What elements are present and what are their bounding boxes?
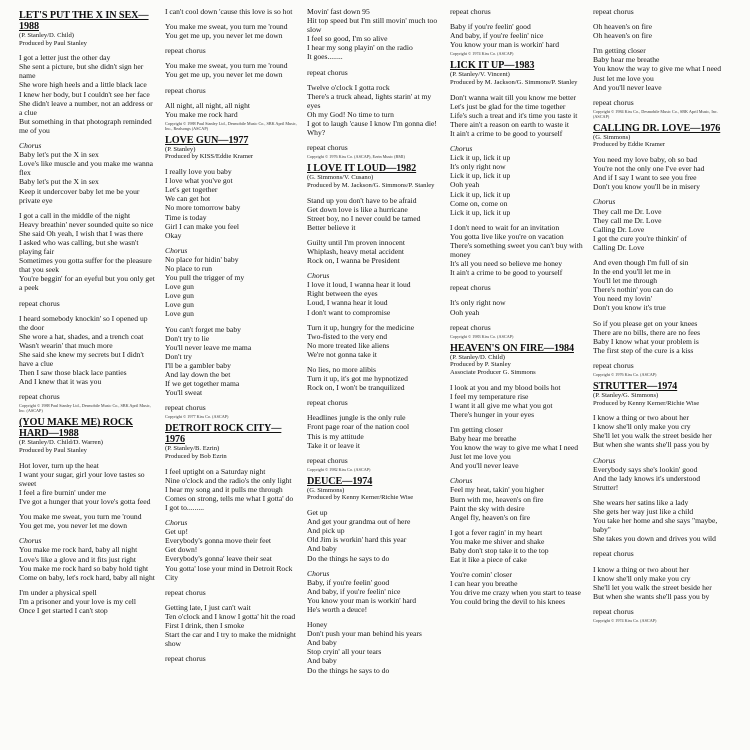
lyric-line: Paint the sky with desire <box>450 503 525 513</box>
song-title: (YOU MAKE ME) ROCK HARD—1988 <box>19 417 133 440</box>
lyric-line: repeat chorus <box>165 85 206 95</box>
lyric-line: She sent a picture, but she didn't sign her name <box>19 62 144 81</box>
lyric-line: Calling Dr. Love <box>593 224 645 234</box>
lyric-line: So if you please get on your knees <box>593 318 698 328</box>
column-4 <box>450 7 586 607</box>
lyric-line: Oh my God! No time to turn <box>307 109 394 119</box>
lyric-line: I got a call in the middle of the night <box>19 210 131 220</box>
lyric-line: repeat chorus <box>450 322 491 332</box>
lyric-line: Street boy, no I never could be tamed <box>307 213 421 223</box>
lyric-line: It's only right now <box>450 298 506 308</box>
copyright-notice: Copyright © 1976 Kiss Co. (ASCAP) <box>593 372 657 377</box>
lyric-line: Hot lover, turn up the heat <box>19 460 99 470</box>
lyric-line: There ain't a reason on earth to waste it <box>450 119 570 129</box>
column-1 <box>19 7 155 615</box>
lyric-line: repeat chorus <box>165 403 206 413</box>
lyric-line: I can hear you breathe <box>450 579 518 589</box>
lyric-line: You know the way to give me what I need <box>450 443 579 453</box>
lyric-line: No lies, no more alibis <box>307 365 376 374</box>
song-credit: (P. Stanley/G. Simmons) <box>593 392 659 399</box>
lyric-line: I don't need to wait for an invitation <box>450 222 560 232</box>
lyric-line: Take it or leave it <box>307 440 361 450</box>
lyric-line: Just let me love you <box>593 73 654 83</box>
song-title: STRUTTER—1974 <box>593 381 678 392</box>
song-credit: Produced by Eddie Kramer <box>593 141 665 149</box>
lyric-line: Get up! <box>165 527 188 537</box>
lyric-line: Guilty until I'm proven innocent <box>307 237 405 247</box>
lyric-line: It ain't a crime to be good to yourself <box>450 128 563 138</box>
lyric-line: I can't cool down 'cause this love is so hot <box>165 7 293 16</box>
song-credit: (P. Stanley/V. Vincent) <box>450 71 510 79</box>
lyric-line: Ooh yeah <box>450 180 480 190</box>
lyric-line: Ten o'clock and I know I gotta' hit the road <box>165 611 296 621</box>
section-label: Chorus <box>19 141 42 151</box>
lyric-line: I want your sugar, girl your love tastes so sweet <box>19 469 145 488</box>
lyric-line: Life's such a treat and it's time you taste it <box>450 110 578 120</box>
lyric-line: In the end you'll let me in <box>593 267 671 277</box>
lyric-line: There's something sweet you can't buy with money <box>450 240 583 260</box>
song-title: DETROIT ROCK CITY—1976 <box>165 423 282 446</box>
lyric-line: I know a thing or two about her <box>593 413 689 423</box>
lyric-line: But when she wants she'll pass you by <box>593 440 710 450</box>
lyric-line: Burn with me, heaven's on fire <box>450 494 544 504</box>
lyric-line: Love gun <box>165 291 194 301</box>
lyric-line: And baby <box>307 638 337 648</box>
lyric-line: Sometimes you gotta suffer for the pleasure that you seek <box>19 256 152 275</box>
song-credit: Produced by M. Jackson/G. Simmons/P. Stanley <box>307 181 435 189</box>
section-label: Chorus <box>450 144 473 154</box>
lyric-line: You could bring the devil to his knees <box>450 597 566 607</box>
song-credit: Produced by Paul Stanley <box>19 447 87 455</box>
lyric-line: You'll let me through <box>593 276 658 286</box>
lyric-line: And the lady knows it's understood <box>593 473 701 483</box>
lyric-line: You get me up, you never let me down <box>165 31 283 41</box>
lyric-line: I got a fever ragin' in my heart <box>450 527 543 537</box>
lyric-line: repeat chorus <box>165 654 206 664</box>
lyric-line: I got to......... <box>165 502 205 512</box>
lyric-line: Love gun <box>165 309 194 319</box>
lyric-line: Old Jim is workin' hard this year <box>307 535 407 545</box>
song-title: LET'S PUT THE X IN SEX—1988 <box>19 10 149 32</box>
lyric-line: Stop cryin' all your tears <box>307 647 382 657</box>
lyric-line: Get down love is like a hurricane <box>307 204 408 214</box>
lyric-line: You pull the trigger of my <box>165 273 245 283</box>
lyric-line: And if I say I want to see you free <box>593 173 697 183</box>
lyric-line: Lick it up, lick it up <box>450 171 511 181</box>
lyric-line: You make me sweat, you turn me 'round <box>19 512 142 522</box>
lyric-line: You're beggin' for an eyeful but you only get a peek <box>19 274 155 293</box>
lyric-line: I love it loud, I wanna hear it loud <box>307 280 411 290</box>
lyric-line: repeat chorus <box>307 398 348 408</box>
lyric-line: Don't try to lie <box>165 333 210 343</box>
lyric-line: We're not gonna take it <box>307 349 377 359</box>
lyric-line: Rock on, I won't be tranquilized <box>307 383 405 393</box>
lyric-line: Come on baby, let's rock hard, baby all night <box>19 572 155 582</box>
lyric-line: I've got a hunger that your love's gotta feed <box>19 497 151 507</box>
section-label: Chorus <box>165 245 188 255</box>
lyric-line: And get your grandma out of here <box>307 517 411 527</box>
lyric-line: You know the way to give me what I need <box>593 64 722 74</box>
lyric-line: repeat chorus <box>19 298 60 308</box>
lyric-line: I'm getting closer <box>593 46 646 56</box>
section-label: Chorus <box>165 518 188 528</box>
lyric-line: Don't you know you'll be in misery <box>593 182 700 192</box>
lyric-line: And even though I'm full of sin <box>593 257 689 267</box>
song-title: DEUCE—1974 <box>307 475 373 487</box>
lyric-line: You need my lovin' <box>593 294 653 304</box>
copyright-notice: Copyright © 1976 Kiss Co. (ASCAP), Ezrin Music (BMI) <box>307 154 405 160</box>
lyric-line: I got the cure you're thinkin' of <box>593 233 687 243</box>
section-label: Chorus <box>593 197 616 207</box>
lyric-line: Movin' fast down 95 <box>307 7 370 16</box>
lyric-line: I hear my song playin' on the radio <box>307 43 413 53</box>
section-label: Chorus <box>19 536 42 546</box>
lyric-line: Honey <box>307 620 328 630</box>
lyric-line: I'm a prisoner and your love is my cell <box>19 596 136 606</box>
lyric-line: Better believe it <box>307 222 356 232</box>
lyric-line: Ooh yeah <box>450 307 480 317</box>
lyric-line: You'll sweat <box>165 388 203 398</box>
lyric-line: Feel my heat, takin' you higher <box>450 485 545 495</box>
lyric-line: Oh heaven's on fire <box>593 31 652 41</box>
lyric-line: She wore a hat, shades, and a trench coat <box>19 331 144 341</box>
lyric-line: I look at you and my blood boils hot <box>450 382 561 392</box>
lyric-line: I love what you've got <box>165 176 233 186</box>
lyric-line: Do the things he says to do <box>307 553 390 563</box>
lyric-line: No place to run <box>165 263 213 273</box>
lyric-line: Baby I know what your problem is <box>593 336 699 346</box>
lyric-line: But when she wants she'll pass you by <box>593 591 710 601</box>
lyric-line: No more tomorrow baby <box>165 203 241 213</box>
song-title: HEAVEN'S ON FIRE—1984 <box>450 342 574 354</box>
copyright-notice: Copyright © 1974 Kiss Co. (ASCAP) <box>593 617 657 623</box>
lyric-line: Baby if you're feelin' good <box>450 22 531 32</box>
lyric-line: You'll never leave me mama <box>165 342 252 352</box>
song-credit: Produced by M. Jackson/G. Simmons/P. Stanley <box>450 78 578 86</box>
column-5 <box>593 7 729 627</box>
lyric-line: I got to laugh 'cause I know I'm gonna die! <box>307 119 437 129</box>
song-title: CALLING DR. LOVE—1976 <box>593 122 721 134</box>
lyric-line: Baby let's put the X in sex <box>19 177 99 187</box>
song-credit: (P. Stanley/D. Child/D. Warren) <box>19 439 103 447</box>
song-credit: (P. Stanley/D. Child) <box>19 32 74 39</box>
lyric-line: And baby <box>307 656 337 666</box>
song-credit: Produced by Kenny Kerner/Richie Wise <box>307 494 414 502</box>
lyric-line: I really love you baby <box>165 167 232 177</box>
lyric-line: repeat chorus <box>593 606 634 616</box>
lyric-line: And I knew that it was you <box>19 377 102 387</box>
lyric-line: Come on, come on <box>450 198 508 208</box>
lyric-line: repeat chorus <box>593 360 634 370</box>
lyric-line: Girl I can make you feel <box>165 221 240 231</box>
lyric-line: You make me rock hard <box>165 109 238 119</box>
column-2 <box>165 7 301 663</box>
lyric-line: Getting late, I just can't wait <box>165 602 251 612</box>
lyric-line: Baby don't stop take it to the top <box>450 546 549 555</box>
lyric-line: I heard somebody knockin' so I opened up the door <box>19 313 148 332</box>
lyric-line: Love gun <box>165 282 194 292</box>
lyric-line: Everybody's gonna move their feet <box>165 536 271 546</box>
lyric-line: There's a truck ahead, lights starin' at my eyes <box>307 91 432 110</box>
lyric-line: She said she knew my secrets but I didn't have a clue <box>19 350 144 369</box>
lyric-line: She said Oh yeah, I wish that I was there <box>19 228 143 238</box>
lyric-line: I want it all give me what you got <box>450 400 553 410</box>
lyric-line: All night, all night, all night <box>165 100 251 110</box>
lyric-line: Don't you know it's true <box>593 303 666 313</box>
lyric-line: I feel uptight on a Saturday night <box>165 466 266 476</box>
lyric-line: And you'll never leave <box>593 82 662 92</box>
song-title: I LOVE IT LOUD—1982 <box>307 163 417 175</box>
lyric-line: Start the car and I try to make the midnight show <box>165 630 296 649</box>
lyric-line: Two-fisted to the very end <box>307 331 388 341</box>
lyric-line: repeat chorus <box>165 587 206 597</box>
lyric-line: Turn it up, it's got me hypnotized <box>307 374 408 384</box>
lyric-line: You gotta' lose your mind in Detroit Rock City <box>165 563 293 582</box>
song-credit: Produced by Bob Ezrin <box>165 452 227 460</box>
lyric-line: You need my love baby, oh so bad <box>593 155 698 165</box>
lyric-line: You're comin' closer <box>450 570 512 580</box>
lyric-line: You're not the only one I've ever had <box>593 164 705 174</box>
lyric-line: I know a thing or two about her <box>593 564 689 574</box>
lyric-line: He's worth a deuce! <box>307 604 368 614</box>
lyric-line: She didn't leave a number, not an address or a clue <box>19 98 153 117</box>
lyric-line: Then I saw those black lace panties <box>19 368 127 378</box>
lyric-line: You get me, you never let me down <box>19 521 128 531</box>
song-title: LICK IT UP—1983 <box>450 60 535 72</box>
section-label: Chorus <box>450 476 473 486</box>
lyric-line: Everybody's gonna' leave their seat <box>165 554 272 564</box>
copyright-notice: Copyright © 1988 Paul Stanley Ltd., Desmobile Music Co., SBK April Music, Inc., Realsongs (ASCAP) <box>165 120 297 131</box>
lyric-line: No more treated like aliens <box>307 340 390 350</box>
lyric-line: Lick it up, lick it up <box>450 189 511 199</box>
column-3 <box>307 7 443 675</box>
lyric-line: Stand up you don't have to be afraid <box>307 195 417 205</box>
lyric-line: Let's just be glad for the time together <box>450 101 566 111</box>
lyric-line: No place for hidin' baby <box>165 254 239 264</box>
lyric-line: She wore high heels and a little black lace <box>19 80 147 90</box>
lyric-line: It ain't a crime to be good to yourself <box>450 268 563 278</box>
lyric-line: And baby, if you're feelin' nice <box>450 31 544 41</box>
song-credit: Produced by Kenny Kerner/Richie Wise <box>593 399 700 407</box>
lyric-line: She wears her satins like a lady <box>593 497 689 507</box>
lyric-line: repeat chorus <box>450 7 491 16</box>
lyric-line: I know she'll only make you cry <box>593 422 691 432</box>
lyric-line: And you'll never leave <box>450 461 519 471</box>
lyric-line: Don't wanna wait till you know me better <box>450 92 577 102</box>
copyright-notice: Copyright © 1984 Kiss Co., Desmobile Music Co., SBK April Music, Inc. (ASCAP) <box>593 108 718 119</box>
lyric-line: repeat chorus <box>307 455 348 465</box>
lyric-line: Love's like a glove and it fits just right <box>19 554 136 564</box>
lyric-line: Keep it undercover baby let me be your private eye <box>19 186 140 205</box>
lyric-line: I'm under a physical spell <box>19 587 97 597</box>
lyric-line: She'll let you walk the street beside her <box>593 582 712 592</box>
copyright-notice: Copyright © 1977 Kiss Co. (ASCAP) <box>165 414 229 420</box>
lyric-line: Loud, I wanna hear it loud <box>307 298 388 308</box>
lyric-line: I feel my temperature rise <box>450 391 529 401</box>
lyric-line: There are no bills, there are no fees <box>593 327 701 337</box>
song-credit: Produced by P. Stanley <box>450 361 511 369</box>
lyric-line: She takes you down and drives you wild <box>593 534 716 544</box>
copyright-notice: Copyright © 1982 Kiss Co. (ASCAP) <box>307 466 371 472</box>
song-credit: (G. Simmons) <box>307 486 345 494</box>
lyric-line: You make me rock hard so baby hold tight <box>19 563 149 573</box>
lyric-line: Baby hear me breathe <box>593 55 660 65</box>
lyric-line: Just let me love you <box>450 452 511 462</box>
lyric-line: You know your man is workin' hard <box>450 40 560 50</box>
lyric-line: repeat chorus <box>165 46 206 56</box>
lyric-line: Right between the eyes <box>307 289 378 299</box>
lyric-line: I feel a fire burnin' under me <box>19 487 106 497</box>
lyric-line: Don't push your man behind his years <box>307 629 422 639</box>
lyric-line: She'll let you walk the street beside her <box>593 431 712 441</box>
lyric-line: I asked who was calling, but she wasn't playing fair <box>19 237 139 257</box>
lyric-line: Once I get started I can't stop <box>19 605 108 615</box>
lyric-line: Get up <box>307 508 328 518</box>
lyric-line: I feel so good, I'm so alive <box>307 34 388 44</box>
lyric-line: Baby, if you're feelin' good <box>307 577 390 587</box>
lyric-line: repeat chorus <box>307 67 348 77</box>
lyric-line: I know she'll only make you cry <box>593 573 691 583</box>
lyric-line: repeat chorus <box>593 7 634 16</box>
lyric-line: You drive me crazy when you start to tease <box>450 588 581 598</box>
lyric-line: repeat chorus <box>593 549 634 559</box>
lyric-line: We can get hot <box>165 194 211 204</box>
lyric-line: Love's like muscle and you make me wanna flex <box>19 159 154 178</box>
lyric-line: You know your man is workin' hard <box>307 595 417 605</box>
lyric-line: She gets her way just like a child <box>593 507 694 517</box>
song-credit: Associate Producer G. Simmons <box>450 368 536 376</box>
lyric-line: Heavy breathin' never sounded quite so nice <box>19 219 154 229</box>
lyric-line: Baby let's put the X in sex <box>19 150 99 160</box>
lyric-line: repeat chorus <box>593 97 634 107</box>
copyright-notice: Copyright © 1983 Kiss Co. (ASCAP) <box>450 333 514 339</box>
lyric-line: Turn it up, hungry for the medicine <box>307 322 415 332</box>
lyric-line: This is my attitude <box>307 431 364 441</box>
lyric-line: You make me shiver and shake <box>450 536 545 546</box>
copyright-notice: Copyright © 1988 Paul Stanley Ltd., Desmobile Music Co., SBK April Music, Inc. (ASCAP) <box>19 403 151 414</box>
lyric-line: And baby <box>307 544 337 554</box>
lyric-line: The first step of the cure is a kiss <box>593 345 694 355</box>
lyric-line: Do the things he says to do <box>307 665 390 675</box>
lyric-line: Get down! <box>165 545 198 555</box>
lyric-line: First I drink, then I smoke <box>165 620 245 630</box>
lyric-line: I'll be a gambler baby <box>165 360 231 370</box>
song-credit: (G. Simmons) <box>593 133 631 141</box>
lyric-line: Hit top speed but I'm still movin' much too slow <box>307 16 438 35</box>
lyric-line: You make me rock hard, baby all night <box>19 545 138 555</box>
song-credit: (P. Stanley/D. Child) <box>450 353 505 361</box>
lyric-line: Angel fly, heaven's on fire <box>450 512 530 522</box>
lyric-line: Whiplash, heavy metal accident <box>307 246 404 256</box>
song-credit: (P. Stanley/B. Ezrin) <box>165 445 220 453</box>
lyric-line: And lay down the bet <box>165 370 231 379</box>
lyric-line: Calling Dr. Love <box>593 242 645 252</box>
lyric-line: Eat it like a piece of cake <box>450 555 527 565</box>
lyric-line: Why? <box>307 128 326 138</box>
lyric-line: Rock on, I wanna be President <box>307 256 400 266</box>
lyric-line: Headlines jungle is the only rule <box>307 413 406 423</box>
lyric-line: You take her home and she says "maybe, baby" <box>593 516 718 535</box>
lyric-line: I don't want to compromise <box>307 307 391 317</box>
lyric-line: Everybody says she's lookin' good <box>593 464 698 474</box>
lyric-line: I knew her body, but I couldn't see her face <box>19 89 150 99</box>
lyric-line: Wasn't wearin' that much more <box>19 340 113 350</box>
lyric-line: Let's get together <box>165 185 218 195</box>
song-credit: (G. Simmons/V. Cusano) <box>307 174 374 182</box>
song-credit: (P. Stanley) <box>165 145 196 153</box>
lyric-line: Oh heaven's on fire <box>593 22 652 32</box>
lyric-line: If we get together mama <box>165 379 240 389</box>
lyric-line: And baby, if you're feelin' nice <box>307 586 401 596</box>
lyric-line: repeat chorus <box>450 283 491 293</box>
song-credit: Produced by Paul Stanley <box>19 39 87 47</box>
lyric-line: Okay <box>165 230 182 240</box>
lyric-line: It's only right now <box>450 162 506 172</box>
lyric-line: I got a letter just the other day <box>19 53 111 63</box>
song-credit: Produced by KISS/Eddie Kramer <box>165 153 254 161</box>
lyric-line: I'm getting closer <box>450 424 503 434</box>
lyric-line: It's all you need so believe me honey <box>450 259 563 269</box>
lyric-line: Comes on strong, tells me what I gotta' do <box>165 493 294 503</box>
lyric-line: But something in that photograph reminded me of you <box>19 116 152 135</box>
lyric-line: Time is today <box>165 212 207 222</box>
lyric-line: There's hunger in your eyes <box>450 409 535 419</box>
lyric-line: Don't try <box>165 351 192 361</box>
lyric-line: You get me up, you never let me down <box>165 70 283 80</box>
lyric-line: There's nothin' you can do <box>593 285 673 295</box>
lyric-line: You make me sweat, you turn me 'round <box>165 61 288 71</box>
lyric-line: Nine o'clock and the radio's the only light <box>165 475 292 485</box>
lyric-line: Twelve o'clock I gotta rock <box>307 82 390 92</box>
lyric-line: They call me Dr. Love <box>593 215 662 225</box>
lyric-line: I hear my song and it pulls me through <box>165 484 283 494</box>
section-label: Chorus <box>307 271 330 281</box>
lyric-line: And pick up <box>307 526 345 536</box>
song-title: LOVE GUN—1977 <box>165 134 249 146</box>
lyric-line: Love gun <box>165 300 194 310</box>
section-label: Chorus <box>307 568 330 578</box>
lyric-line: repeat chorus <box>307 143 348 153</box>
copyright-notice: Copyright © 1974 Kiss Co. (ASCAP) <box>450 51 514 57</box>
lyric-line: You can't forget me baby <box>165 324 241 334</box>
lyric-line: You make me sweat, you turn me 'round <box>165 22 288 32</box>
lyric-line: You gotta live like you're on vacation <box>450 231 564 241</box>
lyric-line: Lick it up, lick it up <box>450 207 511 217</box>
lyric-line: Front page roar of the nation cool <box>307 422 410 432</box>
lyric-line: It goes........ <box>307 52 343 62</box>
lyric-line: Baby hear me breathe <box>450 433 517 443</box>
lyric-line: Strutter! <box>593 482 619 492</box>
lyric-line: They call me Dr. Love <box>593 206 662 216</box>
section-label: Chorus <box>593 455 616 465</box>
lyric-line: Lick it up, lick it up <box>450 153 511 163</box>
lyric-line: repeat chorus <box>19 392 60 402</box>
